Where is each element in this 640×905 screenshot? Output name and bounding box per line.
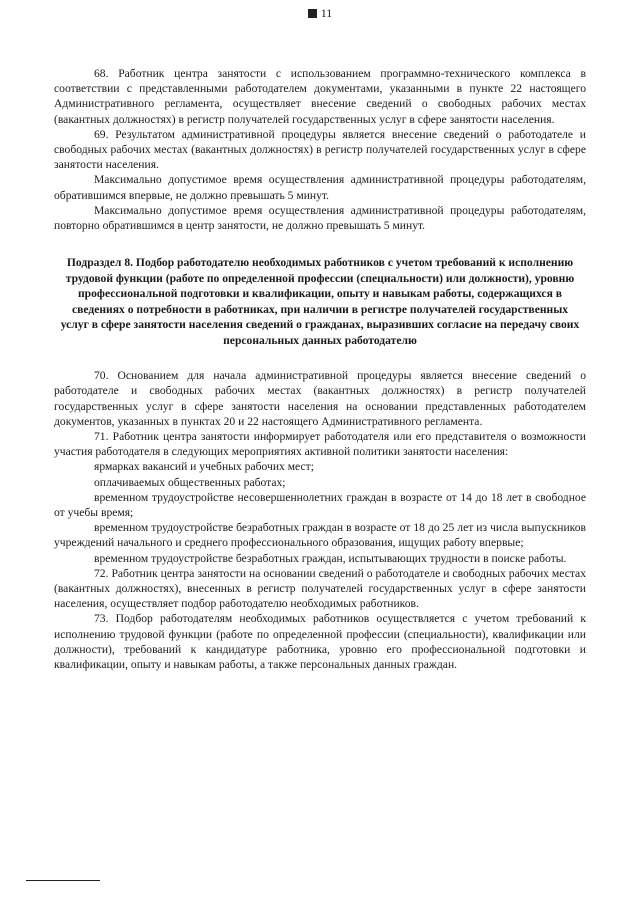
scan-mark: [308, 9, 317, 18]
paragraph-68: 68. Работник центра занятости с использованием программно-технического комплекса в соответствии с представленными работодателем документами, указанными в пункте 22 настоящего Административного регламента, осуществляет внесение сведений о свободных рабочих местах (вакантных должностях) в регистр получателей государственных услуг в сфере занятости населения.: [54, 67, 586, 126]
paragraph-73: 73. Подбор работодателям необходимых работников осуществляется с учетом требований к исполнению трудовой функции (работе по определенной профессии (специальности), квалификации или должности), требований к кандидатуре работника, уровню его профессиональной подготовки и квалификации, опыту и навыкам работы, а также персональных данных граждан.: [54, 612, 586, 672]
document-body: [54, 66, 586, 672]
list-item: временном трудоустройстве несовершеннолетних граждан в возрасте от 14 до 18 лет в свободное от учебы время;: [54, 490, 586, 520]
paragraph-69: 69. Результатом административной процедуры является внесение сведений о работодателе и свободных рабочих местах (вакантных должностях) в регистр получателей государственных услуг в сфере занятости населения.: [54, 127, 586, 172]
list-item: временном трудоустройстве безработных граждан в возрасте от 18 до 25 лет из числа выпускников учреждений начального и среднего профессионального образования, ищущих работу впервые;: [54, 521, 586, 550]
paragraph-max-time-first: Максимально допустимое время осуществления административной процедуры работодателям, обратившимся впервые, не должно превышать 5 минут.: [54, 173, 586, 202]
paragraph-max-time-repeat: Максимально допустимое время осуществления административной процедуры работодателям, повторно обратившимся в центр занятости, не должно превышать 5 минут.: [54, 203, 586, 233]
footnote-divider: [26, 880, 100, 881]
subsection-heading: Подраздел 8. Подбор работодателю необходимых работников с учетом требований к исполнению трудовой функции (работе по определенной профессии (специальности) или должности), уровню профессиональной подготовки и квалификации, опыту и навыкам работы, содержащихся в сведениях о потребности в работниках, при наличии в регистре получателей государственных услуг в сфере занятости населения сведений о гражданах, выразивших согласие на передачу своих персональных данных работодателю: [60, 256, 580, 347]
list-item: временном трудоустройстве безработных граждан, испытывающих трудности в поиске работы.: [94, 551, 567, 565]
list-item: ярмарках вакансий и учебных рабочих мест;: [94, 460, 314, 474]
page-number: [0, 6, 640, 21]
page-number-text: 11: [320, 6, 333, 20]
paragraph-70: 70. Основанием для начала административной процедуры является внесение сведений о работодателе и свободных рабочих местах (вакантных должностях) в регистр получателей государственных услуг в сфере занятости населения на основании представленных работодателем документов, указанных в пунктах 20 и 22 настоящего Административного регламента.: [54, 369, 586, 428]
paragraph-72: 72. Работник центра занятости на основании сведений о работодателе и свободных рабочих местах (вакантных должностях), внесенных в регистр получателей государственных услуг в сфере занятости населения, осуществляет подбор работодателю необходимых работников.: [54, 566, 586, 611]
paragraph-71: 71. Работник центра занятости информирует работодателя или его представителя о возможности участия работодателя в следующих мероприятиях активной политики занятости населения:: [54, 430, 586, 459]
list-item: оплачиваемых общественных работах;: [94, 475, 286, 489]
